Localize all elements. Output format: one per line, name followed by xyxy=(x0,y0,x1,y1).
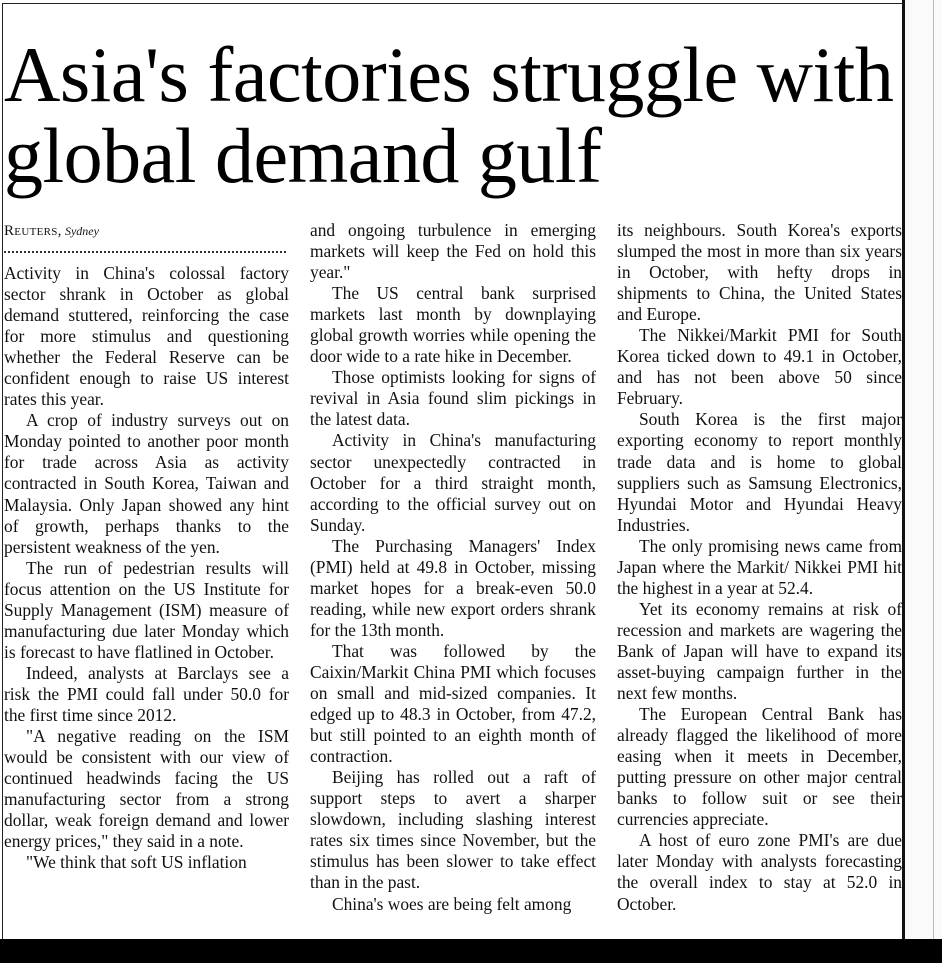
paragraph: The only promising news came from Japan where the Markit/ Nikkei PMI hit the highest in a year at 52.4. xyxy=(617,535,902,598)
left-rule xyxy=(2,3,3,939)
article-column-1 xyxy=(4,220,289,938)
paragraph: Activity in China's manufacturing sector unexpectedly contracted in October for a third straight month, according to the official survey out on Sunday. xyxy=(310,430,596,535)
bottom-black-bar xyxy=(0,939,942,963)
article-column-3 xyxy=(617,220,902,938)
paragraph: Activity in China's colossal factory sector shrank in October as global demand stuttered, reinforcing the case for more stimulus and questioning whether the Federal Reserve can be confident enough to raise US interest rates this year. xyxy=(4,263,289,410)
paragraph: Beijing has rolled out a raft of support steps to avert a sharper slowdown, including slashing interest rates six times since November, but the stimulus has been slower to take effect than in the past. xyxy=(310,767,596,893)
paragraph: its neighbours. South Korea's exports slumped the most in more than six years in October, with hefty drops in shipments to China, the United States and Europe. xyxy=(617,220,902,325)
byline-dateline: Sydney xyxy=(64,224,99,238)
paragraph: That was followed by the Caixin/Markit China PMI which focuses on small and mid-sized companies. It edged up to 48.3 in October, from 47.2, but still pointed to an eighth month of contraction. xyxy=(310,640,596,767)
paragraph: South Korea is the first major exporting economy to report monthly trade data and is home to global suppliers such as Samsung Electronics, Hyundai Motor and Hyundai Heavy Industries. xyxy=(617,409,902,535)
top-rule xyxy=(2,3,902,4)
paragraph: "We think that soft US inflation xyxy=(26,852,247,873)
right-margin xyxy=(905,0,942,940)
right-margin-rule xyxy=(933,0,934,940)
paragraph: and ongoing turbulence in emerging markets will keep the Fed on hold this year." xyxy=(310,220,596,283)
paragraph: The European Central Bank has already flagged the likelihood of more easing when it meets in December, putting pressure on other major central banks to follow suit or see their currencies appreciate. xyxy=(617,704,902,830)
paragraph: Yet its economy remains at risk of recession and markets are wagering the Bank of Japan will have to expand its asset-buying campaign further in the next few months. xyxy=(617,598,902,704)
paragraph: The run of pedestrian results will focus attention on the US Institute for Supply Management (ISM) measure of manufacturing due later Monday which is forecast to have flatlined in October. xyxy=(4,557,289,662)
paragraph: Indeed, analysts at Barclays see a risk the PMI could fall under 50.0 for the first time since 2012. xyxy=(4,662,289,725)
byline xyxy=(4,220,289,241)
byline-agency: Reuters, xyxy=(4,223,62,239)
paragraph: Those optimists looking for signs of revival in Asia found slim pickings in the latest data. xyxy=(310,367,596,430)
paragraph: A host of euro zone PMI's are due later Monday with analysts forecasting the overall index to stay at 52.0 in October. xyxy=(617,830,902,914)
byline-divider xyxy=(4,241,286,253)
headline: Asia's factories struggle with global demand gulf xyxy=(4,31,894,199)
paragraph: China's woes are being felt among xyxy=(332,893,572,914)
article-column-2 xyxy=(310,220,596,938)
paragraph: The US central bank surprised markets last month by downplaying global growth worries while opening the door wide to a rate hike in December. xyxy=(310,283,596,367)
paragraph: "A negative reading on the ISM would be consistent with our view of continued headwinds facing the US manufacturing sector from a strong dollar, weak foreign demand and lower energy prices," they said in a note. xyxy=(4,726,289,852)
paragraph: The Nikkei/Markit PMI for South Korea ticked down to 49.1 in October, and has not been above 50 since February. xyxy=(617,325,902,409)
paragraph: A crop of industry surveys out on Monday pointed to another poor month for trade across Asia as activity contracted in South Korea, Taiwan and Malaysia. Only Japan showed any hint of growth, perhaps thanks to the persistent weakness of the yen. xyxy=(4,410,289,557)
paragraph: The Purchasing Managers' Index (PMI) held at 49.8 in October, missing market hopes for a break-even 50.0 reading, while new export orders shrank for the 13th month. xyxy=(310,535,596,640)
